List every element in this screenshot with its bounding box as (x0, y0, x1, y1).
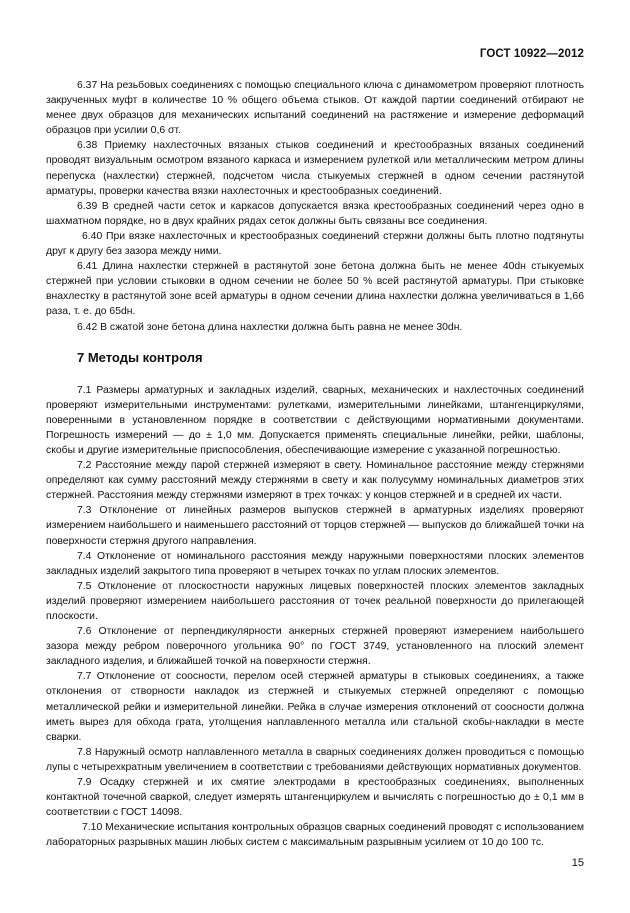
clause-6-42: 6.42 В сжатой зоне бетона длина нахлестки должна быть равна не менее 30dн. (77, 321, 463, 333)
section-heading: 7 Методы контроля (77, 349, 203, 365)
clause-6-38: 6.38 Приемку нахлесточных вязаных стыков соединений и крестообразных вязаных соединений проводят визуальным осмотром вязаного каркаса и измерением рулеткой или металлическим метром длины перепуска (нахлестки) стержней, подсчетом числа стыкуемых стержней в одном сечении растянутой арматуры, проверки качества вязки нахлесточных и крестообразных соединений. (46, 140, 584, 197)
clause-7-9: 7.9 Осадку стержней и их смятие электродами в крестообразных соединениях, выполненных контактной точечной сваркой, следует измерять штангенциркулем и вычислять с погрешностью до ± 0,1 мм в соответствии с ГОСТ 14098. (46, 777, 584, 819)
clause-7-4: 7.4 Отклонение от номинального расстояния между наружными поверхностями плоских элементов закладных изделий закрытого типа проверяют в четырех точках по углам плоских элементов. (46, 550, 584, 577)
clause-7-2: 7.2 Расстояние между парой стержней измеряют в свету. Номинальное расстояние между стержнями определяют как сумму расстояний между стержнями в свету и как полусумму номинальных диаметров этих стержней. Расстояния между стержнями измеряют в трех точках: у концов стержней и в средней их части. (46, 460, 584, 502)
document-body (46, 78, 584, 851)
clause-7-7: 7.7 Отклонение от соосности, перелом осей стержней арматуры в стыковых соединениях, а также отклонения от створности накладок из стержней и стыкуемых стержней определяют с помощью металлической рейки и измерительной линейки. Рейка в случае измерения отклонений от соосности должна иметь вырез для обхода грата, утолщения наплавленного металла или стальной скобы-накладки в месте сварки. (46, 671, 584, 743)
clause-7-6: 7.6 Отклонение от перпендикулярности анкерных стержней проверяют измерением наибольшего зазора между ребром поверочного угольника 90° по ГОСТ 3749, установленного на плоский элемент закладного изделия, и ближайшей точкой на поверхности стержня. (46, 626, 584, 668)
clause-7-5: 7.5 Отклонение от плоскостности наружных лицевых поверхностей плоских элементов закладных изделий проверяют измерением наибольшего расстояния от точек реальной поверхности до прилегающей плоскости. (46, 580, 584, 622)
clause-7-1: 7.1 Размеры арматурных и закладных изделий, сварных, механических и нахлесточных соединений проверяют измерительными инструментами: рулетками, измерительными линейками, штангенциркулями, поверенными в установленном порядке в соответствии с действующими нормативными документами. Погрешность измерений — до ± 1,0 мм. Допускается применять специальные линейки, рейки, шаблоны, скобы и другие измерительные приспособления, обеспечивающие измерение с указанной погрешностью. (46, 384, 584, 456)
clause-7-10: 7.10 Механические испытания контрольных образцов сварных соединений проводят с использованием лабораторных разрывных машин любых систем с максимальным разрывным усилием от 10 до 100 тс. (46, 822, 584, 849)
clause-7-3: 7.3 Отклонение от линейных размеров выпусков стержней в арматурных изделиях проверяют измерением наибольшего и наименьшего расстояний от торцов стержней — выпусков до ближайшей точки на поверхности стержня другого направления. (46, 505, 584, 547)
clause-6-41: 6.41 Длина нахлестки стержней в растянутой зоне бетона должна быть не менее 40dн стыкуемых стержней при условии стыковки в одном сечении не более 50 % всей растянутой арматуры. При стыковке внахлестку в растянутой зоне всей арматуры в одном сечении длина нахлестки должна увеличиваться в 1,66 раза, т. е. до 65dн. (46, 261, 584, 318)
clause-7-8: 7.8 Наружный осмотр наплавленного металла в сварных соединениях должен проводиться с помощью лупы с четырехкратным увеличением в соответствии с требованиями действующих нормативных документов. (46, 746, 584, 773)
clause-6-39: 6.39 В средней части сеток и каркасов допускается вязка крестообразных соединений через одно в шахматном порядке, но в двух крайних рядах сеток должны быть связаны все соединения. (46, 200, 584, 227)
page-number: 15 (571, 857, 584, 869)
clause-6-37: 6.37 На резьбовых соединениях с помощью специального ключа с динамометром проверяют плотность закрученных муфт в количестве 10 % общего объема стыков. От каждой партии соединений отбирают не менее двух образцов для механических испытаний соединений на растяжение и измерение деформаций образцов при усилии 0,6 σт. (46, 80, 584, 137)
clause-6-40: 6.40 При вязке нахлесточных и крестообразных соединений стержни должны быть плотно подтянуты друг к другу без зазора между ними. (46, 230, 584, 258)
document-standard-id: ГОСТ 10922—2012 (479, 48, 584, 60)
